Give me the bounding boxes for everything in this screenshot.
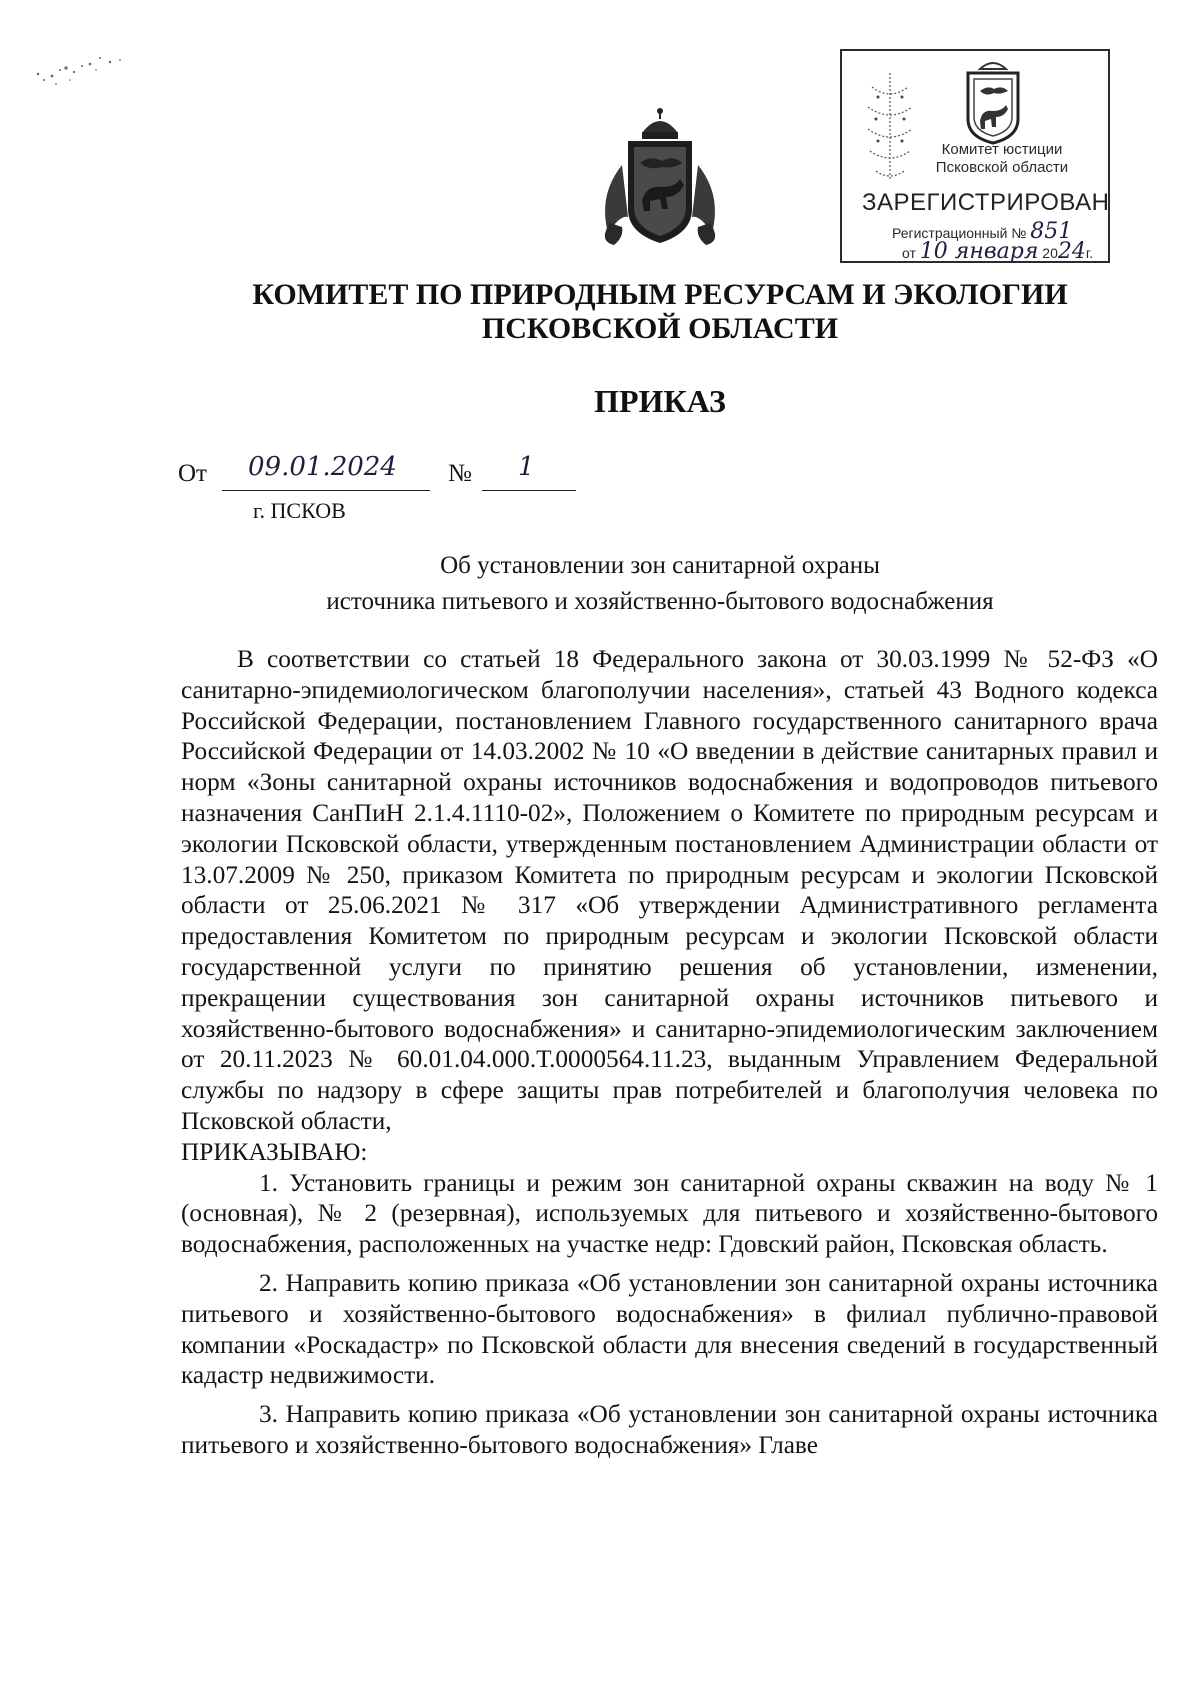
- order-item-3: 3. Направить копию приказа «Об установлении зон санитарной охраны источника питьевого и хозяйственно-бытового водоснабжения» Главе: [181, 1400, 1158, 1459]
- registration-stamp: [840, 49, 1110, 263]
- stamp-reg-label: Регистрационный №: [892, 225, 1027, 241]
- org-title-line-2: ПСКОВСКОЙ ОБЛАСТИ: [481, 312, 839, 345]
- stamp-year-suffix: г.: [1085, 245, 1094, 261]
- date-underline: [222, 490, 430, 491]
- org-title-line-1: КОМИТЕТ ПО ПРИРОДНЫМ РЕСУРСАМ И ЭКОЛОГИИ: [252, 278, 1068, 311]
- order-word: ПРИКАЗЫВАЮ:: [181, 1137, 368, 1166]
- stamp-year: 24: [1057, 239, 1086, 264]
- number-underline: [482, 490, 576, 491]
- stamp-year-prefix: 20: [1042, 245, 1058, 261]
- order-item-1: 1. Установить границы и режим зон санитарной охраны скважин на воду № 1 (основная), № 2 (резервная), используемых для питьевого и хозяйственно-бытового водоснабжения, расположенных на участке недр: Гдовский район, Псковская область.: [181, 1168, 1158, 1259]
- stamp-status: ЗАРЕГИСТРИРОВАН: [862, 189, 1110, 216]
- subject-line-1: Об установлении зон санитарной охраны: [440, 552, 880, 579]
- stamp-date: 10 января: [919, 239, 1039, 264]
- region-shield-icon: [938, 57, 1048, 147]
- subject-line-2: источника питьевого и хозяйственно-бытового водоснабжения: [326, 588, 994, 615]
- stamp-organization: [902, 141, 1102, 177]
- organization-title: [160, 278, 1160, 346]
- city: г. ПСКОВ: [253, 498, 346, 523]
- order-date: 09.01.2024: [248, 452, 397, 482]
- number-label: №: [448, 460, 472, 487]
- document-type: ПРИКАЗ: [594, 383, 726, 419]
- stamp-org-line-1: Комитет юстиции: [941, 141, 1063, 158]
- coat-of-arms-icon: [580, 105, 740, 255]
- document-subject: [160, 548, 1160, 620]
- date-label: От: [178, 460, 207, 487]
- order-item-2: 2. Направить копию приказа «Об установлении зон санитарной охраны источника питьевого и хозяйственно-бытового водоснабжения» в филиал публично-правовой компании «Роскадастр» по Псковской области для внесения сведений в государственный кадастр недвижимости.: [181, 1268, 1158, 1390]
- scan-noise-marks: [30, 40, 140, 100]
- stamp-org-line-2: Псковской области: [935, 159, 1069, 176]
- preamble-paragraph: В соответствии со статьей 18 Федерального закона от 30.03.1999 № 52-ФЗ «О санитарно-эпидемиологическом благополучии населения», статьей 43 Водного кодекса Российской Федерации, постановлением Главного государственного санитарного врача Российской Федерации от 14.03.2002 № 10 «О введении в действие санитарных правил и норм «Зоны санитарной охраны источников водоснабжения и водопроводов питьевого назначения СанПиН 2.1.4.1110-02», Положением о Комитете по природным ресурсам и экологии Псковской области, утвержденным постановлением Администрации области от 13.07.2009 № 250, приказом Комитета по природным ресурсам и экологии Псковской области от 25.06.2021 № 317 «Об утверждении Административного регламента предоставления Комитетом по природным ресурсам и экологии Псковской области государственной услуги по принятию решения об установлении, изменении, прекращении существования зон санитарной охраны источников питьевого и хозяйственно-бытового водоснабжения» и санитарно-эпидемиологическим заключением от 20.11.2023 № 60.01.04.000.Т.0000564.11.23, выданным Управлением Федеральной службы по надзору в сфере защиты прав потребителей и благополучия человека по Псковской области,: [181, 645, 1158, 1135]
- stamp-reg-number: 851: [1030, 219, 1073, 244]
- stamp-date-prefix: от: [902, 245, 916, 261]
- document-body: [181, 644, 1158, 1461]
- order-number: 1: [518, 452, 535, 482]
